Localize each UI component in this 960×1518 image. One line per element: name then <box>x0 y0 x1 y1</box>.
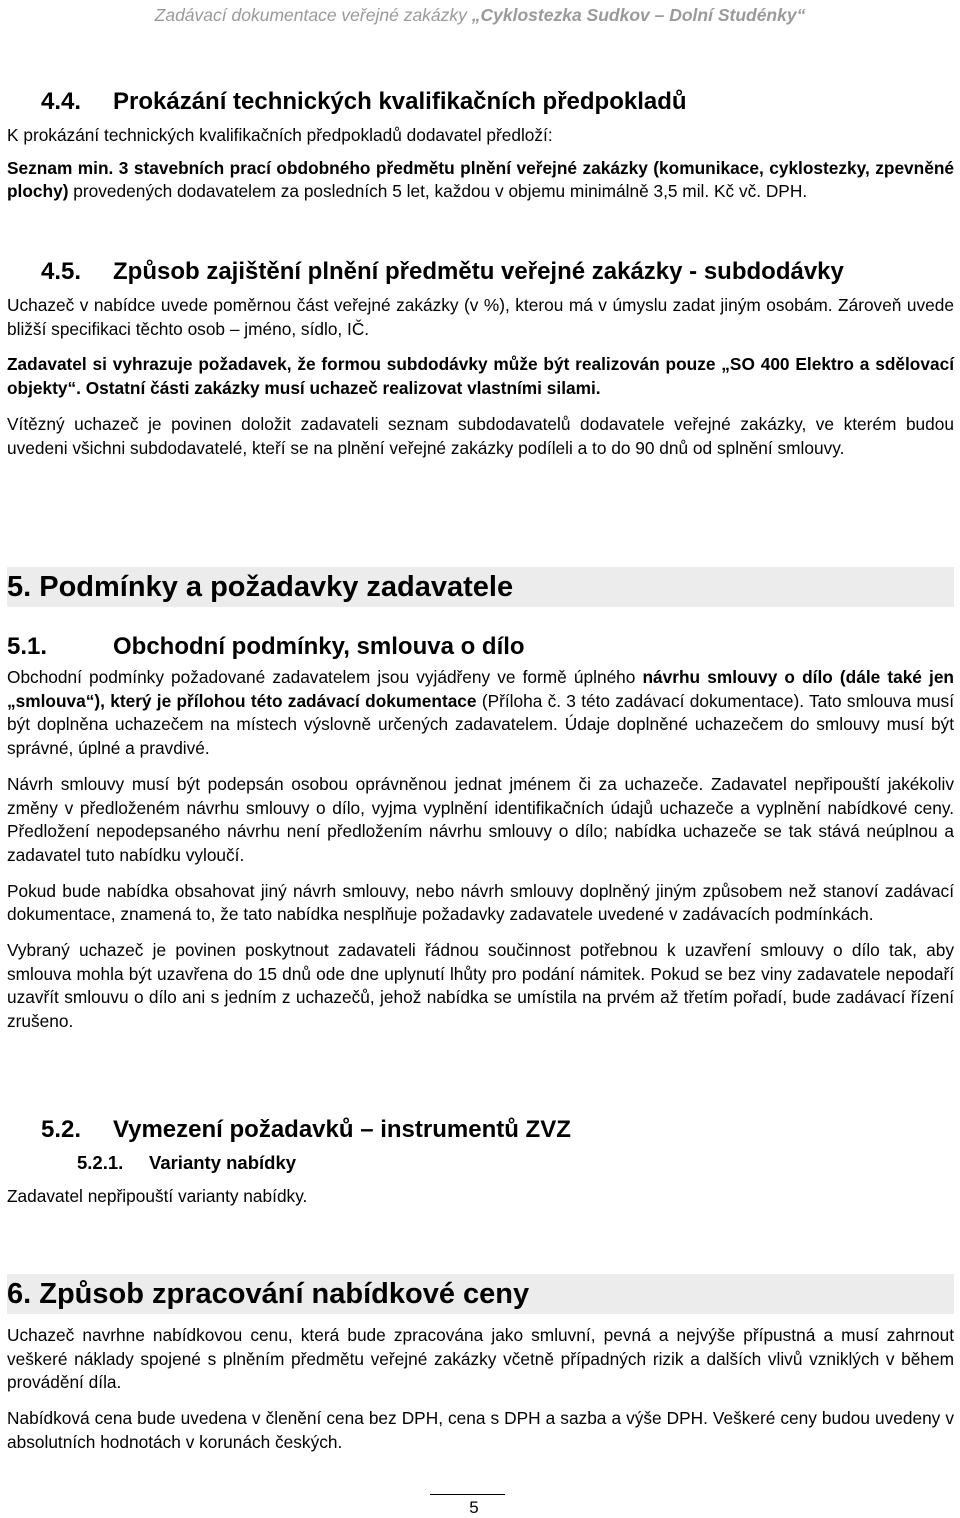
section-5-2 <box>7 1115 954 1145</box>
section-5-2-title: Vymezení požadavků – instrumentů ZVZ <box>113 1116 571 1143</box>
footer-separator <box>430 1494 505 1495</box>
section-6-paragraph-2: Nabídková cena bude uvedena v členění cena bez DPH, cena s DPH a sazba a výše DPH. Veškeré ceny budou uvedeny v absolutních hodnotách v korunách českých. <box>7 1408 954 1452</box>
section-4-5-paragraph-1: Uchazeč v nabídce uvede poměrnou část veřejné zakázky (v %), kterou má v úmyslu zadat jiným osobám. Zároveň uvede bližší specifikaci těchto osob – jméno, sídlo, IČ. <box>7 295 954 339</box>
section-4-4 <box>7 87 954 204</box>
section-4-4-heading <box>7 87 954 117</box>
section-4-5-number: 4.5. <box>41 258 82 285</box>
section-5-2-1-title: Varianty nabídky <box>149 1152 297 1173</box>
section-4-4-title: Prokázání technických kvalifikačních předpokladů <box>113 88 687 115</box>
header-title: „Cyklostezka Sudkov – Dolní Studénky“ <box>471 5 806 25</box>
section-5-1 <box>7 632 954 1034</box>
section-5-1-paragraph-1 <box>7 666 954 761</box>
section-4-4-number: 4.4. <box>41 88 82 115</box>
section-5-2-number: 5.2. <box>41 1116 82 1143</box>
section-5-2-1 <box>7 1151 954 1209</box>
section-4-5 <box>7 257 954 460</box>
section-5-2-1-paragraph: Zadavatel nepřipouští varianty nabídky. <box>7 1186 308 1206</box>
section-6-heading: 6. Způsob zpracování nabídkové ceny <box>7 1278 530 1310</box>
section-4-4-bold-part: Seznam min. 3 stavebních prací obdobného předmětu plnění veřejné zakázky (komunikace, cyklostezky, zpevněné plochy) <box>7 157 954 202</box>
section-5 <box>7 567 954 607</box>
section-5-2-1-number: 5.2.1. <box>77 1152 124 1173</box>
section-5-1-paragraph-3: Pokud bude nabídka obsahovat jiný návrh smlouvy, nebo návrh smlouvy doplněný jiným způsobem než stanoví zadávací dokumentace, znamená to, že tato nabídka nesplňuje požadavky zadavatele uvedené v zadávacích podmínkách. <box>7 880 954 925</box>
section-5-1-paragraph-2: Návrh smlouvy musí být podepsán osobou oprávněnou jednat jménem či za uchazeče. Zadavatel nepřipouští jakékoliv změny v předloženém návrhu smlouvy o dílo, vyjma vyplnění identifikačních údajů uchazeče a vyplnění nabídkové ceny. Předložení nepodepsaného návrhu není předložením návrhu smlouvy o dílo; nabídka uchazeče se tak stává neúplnou a zadavatel tuto nabídku vyloučí. <box>7 773 954 865</box>
section-6 <box>7 1274 954 1455</box>
section-6-heading-box <box>7 1274 954 1314</box>
section-4-4-rest: provedených dodavatelem za posledních 5 let, každou v objemu minimálně 3,5 mil. Kč vč. DPH. <box>68 181 808 202</box>
section-5-2-1-heading <box>7 1151 954 1175</box>
section-5-1-number: 5.1. <box>7 633 48 660</box>
section-5-heading-box <box>7 567 954 607</box>
section-4-4-intro: K prokázání technických kvalifikačních předpokladů dodavatel předloží: <box>7 125 553 145</box>
page-number: 5 <box>469 1498 479 1517</box>
header-prefix: Zadávací dokumentace veřejné zakázky <box>154 5 472 25</box>
section-5-1-p1-bold: návrhu smlouvy o dílo (dále také jen „smlouva“), který je přílohou této zadávací dokumentace <box>7 667 954 711</box>
section-4-5-paragraph-3: Vítězný uchazeč je povinen doložit zadavateli seznam subdodavatelů dodavatele veřejné zakázky, ve kterém budou uvedeni všichni subdodavatelé, kteří se na plnění veřejné zakázky podíleli a to do 90 dnů od splnění smlouvy. <box>7 413 954 458</box>
section-4-4-paragraph <box>7 157 954 204</box>
section-5-heading: 5. Podmínky a požadavky zadavatele <box>7 571 514 603</box>
section-5-1-title: Obchodní podmínky, smlouva o dílo <box>113 633 525 660</box>
section-5-1-p1-end: (Příloha č. 3 této zadávací dokumentace). Tato smlouva musí být doplněna uchazečem na místech výslovně určených zadavatelem. Údaje doplněné uchazečem do smlouvy musí být správné, úplné a pravdivé. <box>7 690 954 759</box>
section-5-1-heading <box>7 632 954 662</box>
section-5-1-p1-start: Obchodní podmínky požadované zadavatelem jsou vyjádřeny ve formě úplného <box>7 667 643 687</box>
section-4-5-paragraph-2: Zadavatel si vyhrazuje požadavek, že formou subdodávky může být realizován pouze „SO 400 Elektro a sdělovací objekty“. Ostatní části zakázky musí uchazeč realizovat vlastními silami. <box>7 354 954 399</box>
page-header <box>0 0 960 36</box>
section-4-5-title: Způsob zajištění plnění předmětu veřejné zakázky - subdodávky <box>113 258 844 285</box>
section-5-2-heading <box>7 1115 954 1145</box>
section-5-1-paragraph-4: Vybraný uchazeč je povinen poskytnout zadavateli řádnou součinnost potřebnou k uzavření smlouvy o dílo tak, aby smlouva mohla být uzavřena do 15 dnů ode dne uplynutí lhůty pro podání námitek. Pokud se bez viny zadavatele nepodaří uzavřít smlouvu o dílo ani s jedním z uchazečů, jehož nabídka se umístila na prvém až třetím pořadí, bude zadávací řízení zrušeno. <box>7 940 954 1032</box>
section-4-5-heading <box>7 257 954 287</box>
section-6-paragraph-1: Uchazeč navrhne nabídkovou cenu, která bude zpracována jako smluvní, pevná a nejvýše přípustná a musí zahrnout veškeré náklady spojené s plněním předmětu veřejné zakázky včetně případných rizik a dalších vlivů vzniklých v během provádění díla. <box>7 1325 954 1393</box>
